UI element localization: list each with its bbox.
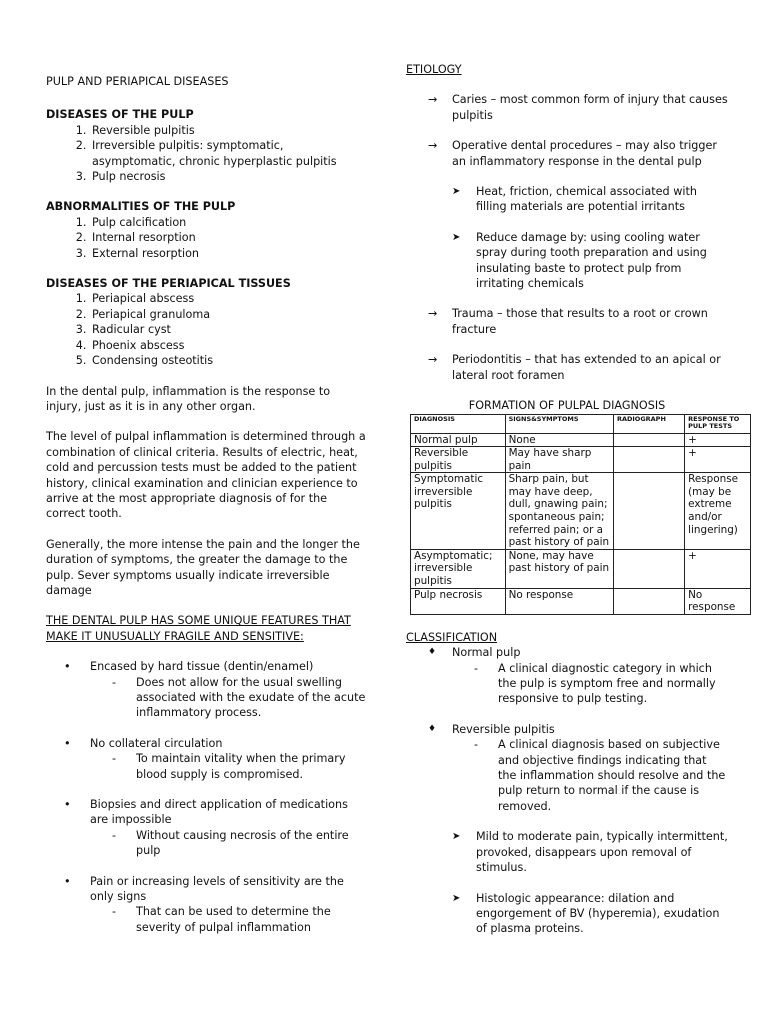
table-cell: +	[685, 447, 751, 473]
list-item: ➤ Heat, friction, chemical associated with filling materials are potential irritants	[452, 184, 728, 215]
list-item: ➤ Reduce damage by: using cooling water spray during tooth preparation and using insulating baste to protect pulp from irritating chemicals	[452, 230, 728, 292]
list-item	[428, 722, 728, 814]
table-cell: Symptomatic irreversible pulpitis	[411, 473, 506, 550]
table-cell: Response (may be extreme and/or lingering)	[685, 473, 751, 550]
left-column	[46, 62, 368, 950]
document-title: PULP AND PERIAPICAL DISEASES	[46, 75, 229, 88]
table-row	[411, 473, 751, 550]
etiology-heading: ETIOLOGY	[406, 63, 462, 76]
pulp-diseases-heading: DISEASES OF THE PULP	[46, 108, 194, 122]
table-cell: Sharp pain, but may have deep, dull, gnawing pain; spontaneous pain; referred pain; or a past history of pain	[505, 473, 613, 550]
table-header-row	[411, 414, 751, 433]
list-item: ➤ Mild to moderate pain, typically intermittent, provoked, disappears upon removal of stimulus.	[452, 829, 728, 875]
list-item: 4. Phoenix abscess	[90, 338, 368, 353]
operative-sub-list	[406, 184, 728, 291]
feature-text: Biopsies and direct application of medications are impossible	[90, 798, 348, 827]
column-header: RESPONSE TO PULP TESTS	[685, 414, 751, 433]
etiology-list-cont	[406, 306, 728, 383]
classification-name: Normal pulp	[452, 646, 521, 660]
feature-sub: - To maintain vitality when the primary blood supply is compromised.	[112, 751, 368, 782]
list-item: 1. Periapical abscess	[90, 291, 368, 306]
list-item	[64, 736, 368, 782]
table-cell: No response	[505, 588, 613, 614]
list-item: 1. Pulp calcification	[90, 215, 368, 230]
diagnosis-table	[410, 414, 751, 615]
table-cell	[613, 433, 684, 447]
column-header: DIAGNOSIS	[411, 414, 506, 433]
column-header: SIGNS&SYMPTOMS	[505, 414, 613, 433]
classification-name: Reversible pulpitis	[452, 722, 555, 736]
table-cell: Pulp necrosis	[411, 588, 506, 614]
abnormalities-list	[46, 215, 368, 261]
table-cell	[613, 588, 684, 614]
feature-sub: - That can be used to determine the severity of pulpal inflammation	[112, 904, 368, 935]
table-row	[411, 588, 751, 614]
periapical-heading: DISEASES OF THE PERIAPICAL TISSUES	[46, 277, 291, 291]
table-cell: None	[505, 433, 613, 447]
table-row	[411, 549, 751, 588]
table-row	[411, 433, 751, 447]
table-title: FORMATION OF PULPAL DIAGNOSIS	[468, 399, 666, 413]
list-item: 2. Internal resorption	[90, 230, 368, 245]
feature-text: Encased by hard tissue (dentin/enamel)	[90, 660, 314, 674]
paragraph: The level of pulpal inflammation is determined through a combination of clinical criteria. Results of electric, heat, cold and percussion tests must be added to the patient history, clinical examination and clinician experience to arrive at the most appropriate diagnosis of for the correct tooth.	[46, 430, 366, 521]
list-item: 2. Irreversible pulpitis: symptomatic, asymptomatic, chronic hyperplastic pulpitis	[90, 138, 368, 169]
features-heading: THE DENTAL PULP HAS SOME UNIQUE FEATURES THAT MAKE IT UNUSUALLY FRAGILE AND SENSITIVE:	[46, 614, 351, 643]
feature-sub: - Without causing necrosis of the entire pulp	[112, 828, 368, 859]
table-cell: May have sharp pain	[505, 447, 613, 473]
table-cell	[613, 549, 684, 588]
table-cell	[613, 447, 684, 473]
list-item: 3. External resorption	[90, 246, 368, 261]
table-cell: +	[685, 433, 751, 447]
etiology-list	[406, 92, 728, 169]
feature-text: No collateral circulation	[90, 736, 223, 750]
classification-desc: - A clinical diagnostic category in which the pulp is symptom free and normally responsive to pulp testing.	[474, 661, 728, 707]
reversible-sub-list	[406, 829, 728, 936]
list-item	[428, 645, 728, 707]
list-item: 1. Reversible pulpitis	[90, 123, 368, 138]
column-header: RADIOGRAPH	[613, 414, 684, 433]
list-item: → Periodontitis – that has extended to an apical or lateral root foramen	[428, 352, 728, 383]
list-item	[64, 797, 368, 859]
classification-list	[406, 645, 728, 814]
list-item	[64, 659, 368, 721]
list-item: 3. Pulp necrosis	[90, 169, 368, 184]
list-item: → Trauma – those that results to a root or crown fracture	[428, 306, 728, 337]
classification-desc: - A clinical diagnosis based on subjective and objective findings indicating that the inflammation should resolve and the pulp return to normal if the cause is removed.	[474, 737, 728, 814]
features-list	[46, 659, 368, 935]
list-item: 3. Radicular cyst	[90, 322, 368, 337]
table-cell: Asymptomatic; irreversible pulpitis	[411, 549, 506, 588]
feature-sub: - Does not allow for the usual swelling associated with the exudate of the acute inflammatory process.	[112, 675, 368, 721]
table-cell: +	[685, 549, 751, 588]
list-item: → Caries – most common form of injury that causes pulpitis	[428, 92, 728, 123]
paragraph: Generally, the more intense the pain and the longer the duration of symptoms, the greater the damage to the pulp. Sever symptoms usually indicate irreversible damage	[46, 537, 360, 597]
list-item: 5. Condensing osteotitis	[90, 353, 368, 368]
right-column	[406, 62, 740, 952]
table-row	[411, 447, 751, 473]
classification-heading: CLASSIFICATION	[406, 630, 498, 644]
list-item	[64, 874, 368, 936]
paragraph: In the dental pulp, inflammation is the response to injury, just as it is in any other organ.	[46, 384, 331, 413]
periapical-list	[46, 291, 368, 368]
table-cell: None, may have past history of pain	[505, 549, 613, 588]
table-cell	[613, 473, 684, 550]
abnormalities-heading: ABNORMALITIES OF THE PULP	[46, 200, 236, 214]
table-cell: Reversible pulpitis	[411, 447, 506, 473]
table-cell: Normal pulp	[411, 433, 506, 447]
table-cell: No response	[685, 588, 751, 614]
pulp-diseases-list	[46, 123, 368, 185]
list-item: ➤ Histologic appearance: dilation and engorgement of BV (hyperemia), exudation of plasma proteins.	[452, 891, 728, 937]
list-item: 2. Periapical granuloma	[90, 307, 368, 322]
feature-text: Pain or increasing levels of sensitivity are the only signs	[90, 874, 344, 904]
list-item: → Operative dental procedures – may also trigger an inflammatory response in the dental pulp	[428, 138, 728, 169]
